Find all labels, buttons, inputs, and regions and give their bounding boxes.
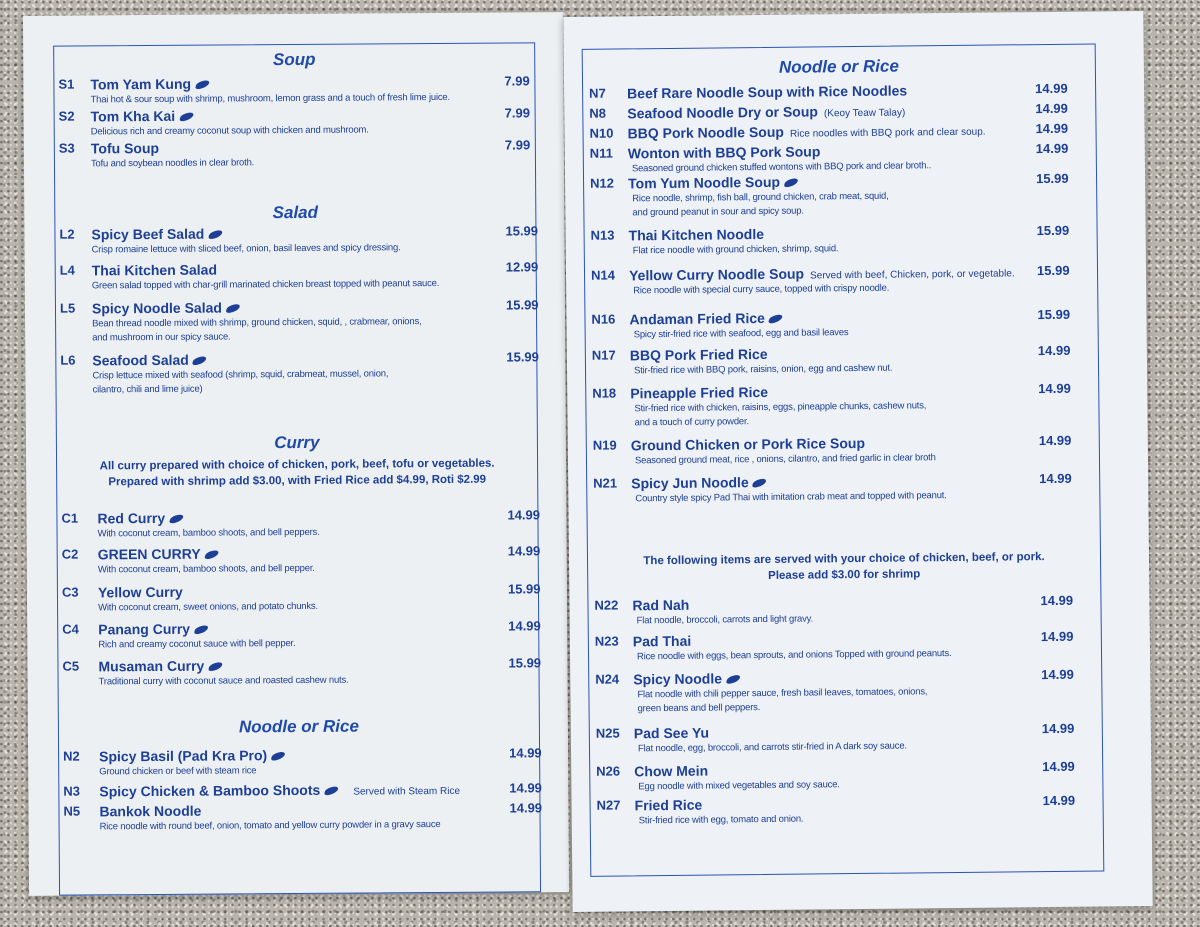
- item-code: N13: [590, 227, 615, 243]
- item-code: C1: [61, 510, 79, 526]
- item-name: Thai Kitchen Salad: [91, 261, 218, 279]
- item-code: C2: [61, 546, 79, 562]
- chili-pepper-icon: [194, 79, 209, 90]
- item-price: 14.99: [1035, 100, 1068, 117]
- item-price: 7.99: [504, 73, 530, 89]
- right-page-content: [583, 44, 1095, 827]
- item-code: C5: [62, 658, 80, 674]
- item-name: Ground Chicken or Pork Rice Soup: [630, 434, 866, 454]
- item-code: N11: [589, 145, 613, 161]
- item-description: Crisp romaine lettuce with sliced beef, onion, basil leaves and spicy dressing.: [91, 242, 401, 256]
- menu-item: [590, 758, 1102, 793]
- item-price: 14.99: [1037, 342, 1071, 359]
- item-code: S1: [58, 76, 75, 92]
- item-description: Spicy stir-fried rice with seafood, egg and basil leaves: [633, 327, 849, 341]
- item-code: S2: [58, 108, 75, 124]
- item-name: Chow Mein: [634, 762, 709, 780]
- item-name: Beef Rare Noodle Soup with Rice Noodles: [627, 82, 908, 102]
- menu-item: [585, 306, 1097, 341]
- menu-page-right: [563, 11, 1152, 912]
- menu-item: [590, 720, 1102, 755]
- menu-item: [56, 297, 539, 344]
- item-price: 14.99: [1039, 470, 1072, 487]
- menu-page-left: [23, 12, 569, 896]
- item-description: Ground chicken or beef with steam rice: [99, 765, 257, 778]
- item-code: L4: [59, 262, 75, 278]
- item-name: GREEN CURRY: [98, 546, 218, 563]
- menu-item: [58, 655, 542, 688]
- item-code: N16: [591, 311, 616, 327]
- section-title-noodle-rice: Noodle or Rice: [238, 716, 359, 737]
- menu-item: [59, 780, 542, 800]
- item-code: N19: [592, 437, 617, 453]
- item-name: Spicy Jun Noodle: [631, 474, 766, 491]
- item-name: Rad Nah: [632, 596, 690, 614]
- item-description: Rich and creamy coconut sauce with bell pepper.: [98, 638, 296, 651]
- menu-item: [58, 618, 541, 651]
- item-description: Traditional curry with coconut sauce and roasted cashew nuts.: [98, 674, 349, 688]
- item-name: Pineapple Fried Rice: [630, 383, 769, 402]
- item-code: N7: [589, 85, 606, 101]
- menu-item: [586, 380, 1098, 429]
- item-price: 14.99: [1035, 120, 1069, 137]
- item-code: N10: [589, 125, 614, 141]
- item-code: N12: [589, 175, 615, 191]
- item-price: 15.99: [505, 223, 539, 239]
- chili-pepper-icon: [768, 313, 783, 324]
- curry-note: Prepared with shrimp add $3.00, with Fried Rice add $4.99, Roti $2.99: [108, 473, 487, 489]
- item-price: 15.99: [507, 581, 541, 597]
- item-price: 14.99: [509, 745, 542, 761]
- menu-item: [56, 259, 539, 292]
- item-code: N18: [592, 385, 617, 401]
- menu-item: [58, 543, 541, 576]
- left-page-content: [54, 43, 543, 833]
- item-code: N21: [593, 475, 618, 491]
- item-code: N22: [594, 597, 619, 613]
- item-description: Stir-fried rice with BBQ pork, raisins, onion, egg and cashew nut.: [633, 362, 893, 377]
- item-code: N17: [591, 347, 616, 363]
- item-name: Spicy Beef Salad: [91, 226, 221, 243]
- menu-border-right: [582, 43, 1105, 876]
- item-name: Bankok Noodle: [99, 802, 202, 820]
- item-description: Flat noodle with chili pepper sauce, fresh basil leaves, tomatoes, onions,: [637, 686, 928, 701]
- menu-item: [583, 120, 1095, 142]
- item-name: Pad See Yu: [633, 724, 710, 742]
- item-code: N23: [594, 633, 619, 649]
- item-code: N8: [589, 105, 607, 121]
- item-code: N27: [596, 797, 621, 813]
- menu-item: [56, 349, 539, 396]
- item-code: N3: [63, 783, 81, 799]
- item-name: Panang Curry: [98, 621, 207, 638]
- item-description: With coconut cream, bamboo shoots, and bell peppers.: [97, 526, 320, 540]
- menu-item: [583, 80, 1095, 102]
- item-description: Stir-fried rice with egg, tomato and onion.: [638, 813, 804, 827]
- item-description: Rice noodle, shrimp, fish ball, ground chicken, crab meat, squid,: [632, 190, 889, 205]
- chili-pepper-icon: [752, 478, 767, 489]
- item-price: 14.99: [1040, 628, 1074, 645]
- item-description: Green salad topped with char-grill marinated chicken breast topped with peanut sauce.: [91, 277, 440, 292]
- chili-pepper-icon: [783, 177, 798, 188]
- item-description: and a touch of curry powder.: [634, 416, 749, 429]
- item-description: green beans and bell peppers.: [637, 702, 761, 715]
- item-name: Spicy Noodle: [633, 670, 739, 687]
- item-price: 14.99: [507, 543, 541, 559]
- item-code: N2: [63, 748, 80, 764]
- item-code: N24: [595, 671, 620, 687]
- item-code: N26: [596, 763, 621, 779]
- item-price: 15.99: [1036, 222, 1070, 239]
- menu-item: [588, 592, 1100, 627]
- item-name: Spicy Chicken & Bamboo Shoots Served with Steam Rice: [99, 781, 461, 800]
- item-name: Fried Rice: [634, 796, 703, 814]
- item-code: N25: [595, 725, 620, 741]
- item-name: Tom Yam Kung: [90, 76, 208, 93]
- chili-pepper-icon: [178, 111, 193, 122]
- item-code: C3: [61, 584, 79, 600]
- chili-pepper-icon: [208, 661, 223, 672]
- item-note: Rice noodles with BBQ pork and clear soup.: [789, 126, 986, 140]
- item-description: Tofu and soybean noodles in clear broth.: [90, 157, 255, 170]
- item-name: Spicy Basil (Pad Kra Pro): [99, 747, 284, 764]
- menu-item: [54, 73, 534, 106]
- menu-item: [587, 432, 1099, 467]
- chili-pepper-icon: [270, 751, 285, 762]
- item-price: 14.99: [1038, 380, 1071, 397]
- chili-pepper-icon: [192, 355, 207, 366]
- item-note: Served with Steam Rice: [353, 785, 461, 798]
- item-description: Rice noodle with special curry sauce, topped with crispy noodle.: [633, 282, 890, 297]
- item-description: Delicious rich and creamy coconut soup with chicken and mushroom.: [90, 124, 369, 138]
- menu-item: [57, 507, 541, 540]
- item-name: Thai Kitchen Noodle: [628, 225, 765, 244]
- item-code: L6: [60, 352, 76, 368]
- item-price: 14.99: [509, 780, 542, 796]
- item-price: 7.99: [504, 137, 531, 153]
- item-description: and ground peanut in sour and spicy soup.: [632, 205, 804, 219]
- menu-item: [586, 342, 1098, 377]
- item-name: Seafood Noodle Dry or Soup (Keoy Teaw Talay): [627, 103, 906, 122]
- menu-item: [59, 745, 542, 778]
- item-description: Flat rice noodle with ground chicken, shrimp, squid.: [632, 243, 839, 257]
- item-name: BBQ Pork Fried Rice: [629, 345, 768, 364]
- menu-item: [583, 100, 1095, 122]
- item-code: S3: [58, 140, 75, 156]
- menu-item: [585, 222, 1097, 257]
- item-name: Tom Yum Noodle Soup: [628, 174, 797, 192]
- item-name: Yellow Curry: [97, 583, 183, 601]
- item-price: 15.99: [1037, 306, 1071, 323]
- item-price: 15.99: [1036, 262, 1070, 279]
- item-description: Country style spicy Pad Thai with imitation crab meat and topped with peanut.: [635, 490, 947, 505]
- menu-item: [58, 581, 541, 614]
- item-description: Seasoned ground chicken stuffed wontons with BBQ pork and clear broth..: [631, 160, 932, 175]
- chili-pepper-icon: [225, 303, 240, 314]
- section-title-salad: Salad: [272, 202, 319, 223]
- item-description: Thai hot & sour soup with shrimp, mushroom, lemon grass and a touch of fresh lime juice.: [90, 91, 450, 106]
- item-description: and mushroom in our spicy sauce.: [92, 331, 231, 344]
- item-code: N5: [63, 803, 81, 819]
- item-name: Tofu Soup: [90, 139, 160, 157]
- item-description: Flat noodle, egg, broccoli, and carrots stir-fried in A dark soy sauce.: [637, 740, 907, 755]
- item-name: Red Curry: [97, 510, 182, 527]
- chili-pepper-icon: [725, 674, 740, 685]
- item-price: 14.99: [1041, 720, 1075, 737]
- item-name: BBQ Pork Noodle Soup Rice noodles with BBQ pork and clear soup.: [627, 123, 986, 142]
- item-name: Pad Thai: [632, 632, 692, 650]
- item-price: 14.99: [507, 507, 541, 523]
- item-price: 14.99: [508, 618, 541, 634]
- chili-pepper-icon: [193, 624, 208, 635]
- item-price: 14.99: [1042, 792, 1076, 809]
- item-code: L5: [59, 300, 76, 316]
- item-price: 14.99: [1042, 758, 1075, 775]
- section-title-noodle-rice-right: Noodle or Rice: [778, 56, 899, 77]
- item-note: (Keoy Teaw Talay): [823, 107, 906, 120]
- curry-note: All curry prepared with choice of chicken, pork, beef, tofu or vegetables.: [99, 457, 495, 473]
- item-price: 12.99: [505, 259, 539, 275]
- menu-item: [589, 666, 1101, 715]
- item-description: Bean thread noodle mixed with shrimp, ground chicken, squid, , crabmear, onions,: [92, 316, 422, 330]
- item-name: Seafood Salad: [92, 352, 206, 369]
- item-name: Spicy Noodle Salad: [92, 299, 239, 316]
- item-description: Rice noodle with round beef, onion, tomato and yellow curry powder in a gravy sauce: [99, 819, 441, 833]
- item-description: Rice noodle with eggs, bean sprouts, and onions Topped with ground peanuts.: [636, 648, 952, 663]
- item-price: 14.99: [1041, 666, 1074, 683]
- item-price: 15.99: [505, 297, 539, 313]
- shrimp-note: Please add $3.00 for shrimp: [768, 568, 921, 582]
- section-title-soup: Soup: [272, 49, 316, 70]
- item-name: Tom Kha Kai: [91, 108, 193, 125]
- menu-item: [584, 140, 1096, 175]
- item-price: 14.99: [509, 800, 543, 816]
- item-price: 14.99: [1040, 592, 1074, 609]
- menu-item: [59, 800, 543, 833]
- item-price: 15.99: [1035, 170, 1069, 187]
- item-note: Served with beef, Chicken, pork, or vegetable.: [810, 268, 1015, 282]
- item-price: 15.99: [506, 349, 539, 365]
- item-price: 14.99: [1035, 140, 1069, 157]
- item-price: 14.99: [1035, 80, 1068, 97]
- item-price: 15.99: [508, 655, 542, 671]
- menu-border-left: [53, 42, 541, 895]
- item-description: With coconut cream, sweet onions, and potato chunks.: [98, 600, 318, 614]
- item-price: 14.99: [1038, 432, 1072, 449]
- item-name: Musaman Curry: [98, 658, 221, 675]
- item-description: With coconut cream, bamboo shoots, and bell pepper.: [97, 562, 315, 576]
- item-code: N14: [590, 267, 615, 283]
- section-title-curry: Curry: [274, 432, 320, 453]
- item-description: Seasoned ground meat, rice , onions, cilantro, and fried garlic in clear broth: [634, 452, 936, 467]
- shrimp-note: The following items are served with your choice of chicken, beef, or pork.: [643, 551, 1045, 568]
- item-description: Egg noodle with mixed vegetables and soy sauce.: [638, 779, 840, 793]
- menu-item: [589, 628, 1101, 663]
- item-code: C4: [62, 621, 79, 637]
- menu-item: [585, 262, 1097, 297]
- item-description: Flat noodle, broccoli, carrots and light gravy.: [636, 613, 814, 627]
- item-description: cilantro, chili and lime juice): [92, 383, 203, 396]
- chili-pepper-icon: [208, 229, 223, 240]
- chili-pepper-icon: [168, 513, 183, 524]
- item-name: Yellow Curry Noodle Soup Served with beef, Chicken, pork, or vegetable.: [628, 265, 1015, 284]
- item-code: L2: [59, 226, 75, 242]
- item-description: Stir-fried rice with chicken, raisins, eggs, pineapple chunks, cashew nuts,: [634, 400, 927, 415]
- item-price: 7.99: [504, 105, 530, 121]
- item-description: Crisp lettuce mixed with seafood (shrimp, squid, crabmeat, mussel, onion,: [92, 368, 389, 382]
- menu-item: [587, 470, 1099, 505]
- item-name: Andaman Fried Rice: [629, 310, 782, 328]
- chili-pepper-icon: [204, 549, 219, 560]
- item-name: Wonton with BBQ Pork Soup: [627, 143, 821, 162]
- chili-pepper-icon: [324, 785, 339, 796]
